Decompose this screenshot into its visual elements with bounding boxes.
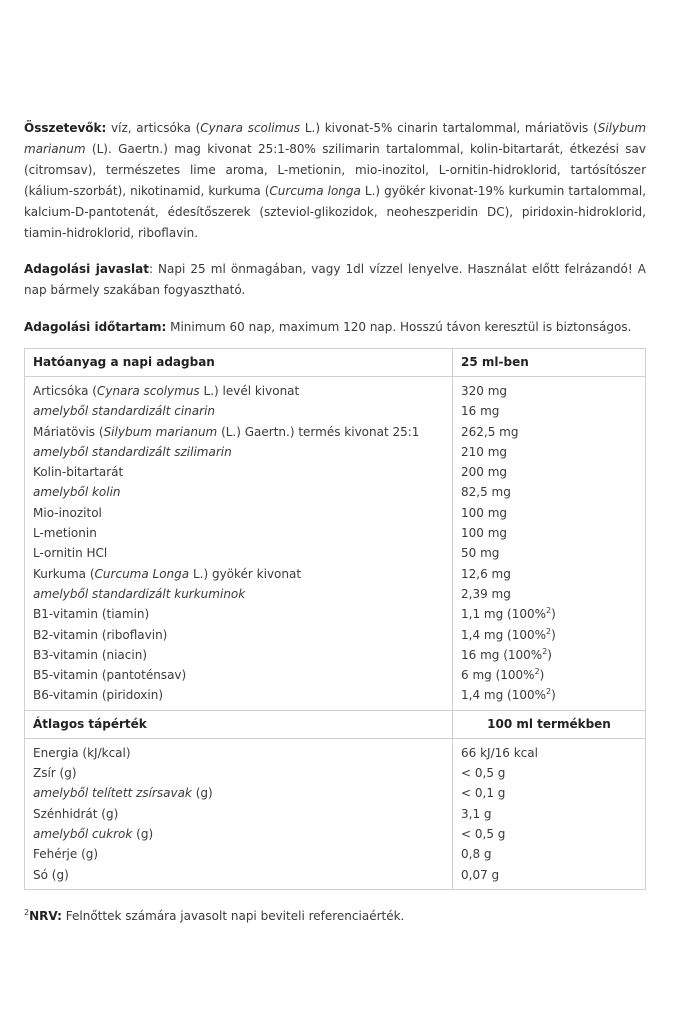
- row-name-text: Máriatövis (: [33, 424, 104, 439]
- row-name: [33, 685, 444, 705]
- row-name-text: L.) gyökér kivonat: [189, 566, 302, 581]
- row-name-italic: amelyből standardizált kurkuminok: [33, 586, 246, 601]
- row-name: [33, 804, 444, 824]
- row-name-text: Kurkuma (: [33, 566, 95, 581]
- row-value: [461, 685, 637, 705]
- row-name: [33, 462, 444, 482]
- row-value: [461, 503, 637, 523]
- row-name-text: B1-vitamin (tiamin): [33, 607, 150, 622]
- row-name-text: L-metionin: [33, 526, 97, 541]
- row-name-italic: amelyből cukrok: [33, 826, 133, 841]
- row-name-italic: amelyből kolin: [33, 485, 121, 500]
- row-name-text: L-ornitin HCl: [33, 546, 108, 561]
- row-name: [33, 625, 444, 645]
- row-value: [461, 763, 637, 783]
- row-value-superscript: 2: [546, 626, 552, 636]
- row-name: [33, 743, 444, 763]
- row-value-text: 6 mg (100%: [461, 668, 535, 683]
- row-value-text: 1,4 mg (100%: [461, 688, 547, 703]
- row-name-italic: Curcuma Longa: [94, 566, 190, 581]
- row-name-italic: amelyből standardizált szilimarin: [33, 444, 232, 459]
- product-info: [24, 118, 646, 925]
- row-value-text: ): [539, 668, 545, 683]
- row-value: [461, 844, 637, 864]
- row-value: [461, 865, 637, 885]
- row-name-text: Szénhidrát (g): [33, 806, 119, 821]
- footnote-label: NRV:: [29, 908, 62, 923]
- row-value-text: ): [551, 607, 556, 622]
- row-value: [461, 523, 637, 543]
- footnote: [24, 907, 646, 925]
- row-value: [461, 604, 637, 624]
- row-name-italic: amelyből standardizált cinarin: [33, 404, 216, 419]
- row-name: [33, 584, 444, 604]
- row-name-text: Energia (kJ/kcal): [33, 745, 131, 760]
- row-value: [461, 543, 637, 563]
- active-ingredients-header: Hatóanyag a napi adagban: [25, 349, 453, 377]
- row-value: [461, 804, 637, 824]
- row-value-text: 16 mg: [461, 404, 500, 419]
- latin-name: Cynara scolimus: [200, 121, 301, 135]
- row-name: [33, 503, 444, 523]
- row-name: [33, 523, 444, 543]
- row-value-text: 1,4 mg (100%: [461, 627, 547, 642]
- row-value-text: 320 mg: [461, 384, 508, 398]
- row-name: [33, 401, 444, 421]
- row-value-text: 210 mg: [461, 444, 508, 459]
- row-name-text: (g): [191, 786, 213, 801]
- row-value: [461, 665, 637, 685]
- nutrition-table: [24, 348, 646, 890]
- row-name-text: Kolin-bitartarát: [33, 465, 124, 480]
- row-name: [33, 645, 444, 665]
- duration-label: Adagolási időtartam:: [24, 320, 167, 334]
- row-name-italic: Silybum marianum: [103, 424, 218, 439]
- table-header-row: [25, 710, 646, 738]
- nutrition-header: Átlagos tápérték: [25, 710, 453, 738]
- row-value-text: ): [551, 627, 556, 642]
- row-value: [461, 645, 637, 665]
- latin-name: Curcuma longa: [269, 184, 361, 198]
- ingredients-paragraph: [24, 118, 646, 244]
- row-name: [33, 381, 444, 401]
- row-value-text: 82,5 mg: [461, 485, 511, 500]
- row-value-text: ): [551, 688, 556, 703]
- row-value: [461, 743, 637, 763]
- row-value: [461, 625, 637, 645]
- row-name-text: B5-vitamin (pantoténsav): [33, 668, 187, 683]
- row-value-text: 2,39 mg: [461, 586, 511, 601]
- ingredient-names-column: [25, 377, 453, 711]
- row-value: [461, 783, 637, 803]
- row-name: [33, 482, 444, 502]
- footnote-text: Felnőttek számára javasolt napi beviteli referenciaérték.: [61, 908, 405, 923]
- row-name-text: B6-vitamin (piridoxin): [33, 688, 164, 703]
- ingredients-label: Összetevők:: [24, 121, 107, 135]
- row-value: [461, 401, 637, 421]
- row-name: [33, 865, 444, 885]
- row-name: [33, 824, 444, 844]
- latin-name: Silybum marianum: [24, 121, 647, 156]
- row-name: [33, 442, 444, 462]
- row-name-text: B2-vitamin (riboflavin): [33, 627, 168, 642]
- row-name: [33, 665, 444, 685]
- nutrient-values-column: [453, 738, 646, 889]
- row-value: [461, 584, 637, 604]
- per-100ml-header: 100 ml termékben: [453, 710, 646, 738]
- nutrition-body: [25, 738, 646, 889]
- row-value-text: < 0,1 g: [461, 786, 506, 801]
- row-value-text: 0,07 g: [461, 867, 500, 882]
- row-value-text: 16 mg (100%: [461, 647, 543, 662]
- row-value: [461, 824, 637, 844]
- ingredients-text: víz, articsóka (: [106, 121, 201, 135]
- row-value: [461, 442, 637, 462]
- ingredients-text: L.) kivonat-5% cinarin tartalommal, máriatövis (: [300, 121, 598, 135]
- row-name: [33, 763, 444, 783]
- active-ingredients-body: [25, 377, 646, 711]
- row-name-text: (L.) Gaertn.) termés kivonat 25:1: [217, 424, 420, 439]
- row-value-superscript: 2: [546, 687, 552, 697]
- row-value-superscript: 2: [546, 606, 552, 616]
- row-value: [461, 462, 637, 482]
- ingredient-values-column: [453, 377, 646, 711]
- row-value-text: 50 mg: [461, 546, 500, 561]
- row-name: [33, 844, 444, 864]
- row-value-text: < 0,5 g: [461, 766, 506, 781]
- row-name-text: (g): [132, 826, 154, 841]
- row-name-italic: Cynara scolymus: [96, 384, 200, 398]
- row-name: [33, 783, 444, 803]
- row-name-text: Articsóka (: [33, 384, 97, 398]
- row-name: [33, 604, 444, 624]
- row-value-superscript: 2: [542, 646, 548, 656]
- row-value-text: 262,5 mg: [461, 424, 519, 439]
- row-name-text: L.) levél kivonat: [199, 384, 300, 398]
- row-name: [33, 564, 444, 584]
- row-value-text: ): [547, 647, 552, 662]
- row-value-text: 3,1 g: [461, 806, 492, 821]
- table-header-row: [25, 349, 646, 377]
- row-value: [461, 564, 637, 584]
- dosage-paragraph: [24, 259, 646, 301]
- dosage-text: : Napi 25 ml önmagában, vagy 1dl vízzel lenyelve. Használat előtt felrázandó! A nap bármely szakában fogyasztható.: [24, 262, 646, 297]
- row-value-text: 1,1 mg (100%: [461, 607, 547, 622]
- row-value: [461, 482, 637, 502]
- row-name-text: Fehérje (g): [33, 847, 99, 862]
- row-name-italic: amelyből telített zsírsavak: [33, 786, 192, 801]
- row-value-text: 100 mg: [461, 505, 508, 520]
- dosage-label: Adagolási javaslat: [24, 262, 149, 276]
- row-value-text: 100 mg: [461, 526, 508, 541]
- ingredients-text: (L). Gaertn.) mag kivonat 25:1-80% szilimarin tartalommal, kolin-bitartarát, étkezési sav (citromsav), természetes lime aroma, L-metionin, mio-inozitol, L-ornitin-hidroklorid, tartósítószer (kálium-szorbát), nikotinamid, kurkuma (: [24, 142, 646, 198]
- per-dose-header: 25 ml-ben: [453, 349, 646, 377]
- row-value-superscript: 2: [534, 667, 540, 677]
- row-value-text: 200 mg: [461, 465, 508, 480]
- row-value: [461, 422, 637, 442]
- duration-paragraph: [24, 317, 646, 338]
- row-name-text: B3-vitamin (niacin): [33, 647, 148, 662]
- ingredients-text: L.) gyökér kivonat-19% kurkumin tartalommal, kalcium-D-pantotenát, édesítőszerek (szteviol-glikozidok, neoheszperidin DC), piridoxin-hidroklorid, tiamin-hidroklorid, riboflavin.: [24, 184, 647, 240]
- row-value-text: 12,6 mg: [461, 566, 511, 581]
- nutrient-names-column: [25, 738, 453, 889]
- row-value-text: 66 kJ/16 kcal: [461, 745, 538, 760]
- duration-text: Minimum 60 nap, maximum 120 nap. Hosszú távon keresztül is biztonságos.: [166, 320, 632, 334]
- row-name-text: Só (g): [33, 867, 69, 882]
- row-value: [461, 381, 637, 401]
- row-value-text: 0,8 g: [461, 847, 492, 862]
- row-name-text: Mio-inozitol: [33, 505, 102, 520]
- row-name: [33, 422, 444, 442]
- row-name-text: Zsír (g): [33, 766, 77, 781]
- row-value-text: < 0,5 g: [461, 826, 506, 841]
- row-name: [33, 543, 444, 563]
- footnote-marker: 2: [24, 907, 30, 917]
